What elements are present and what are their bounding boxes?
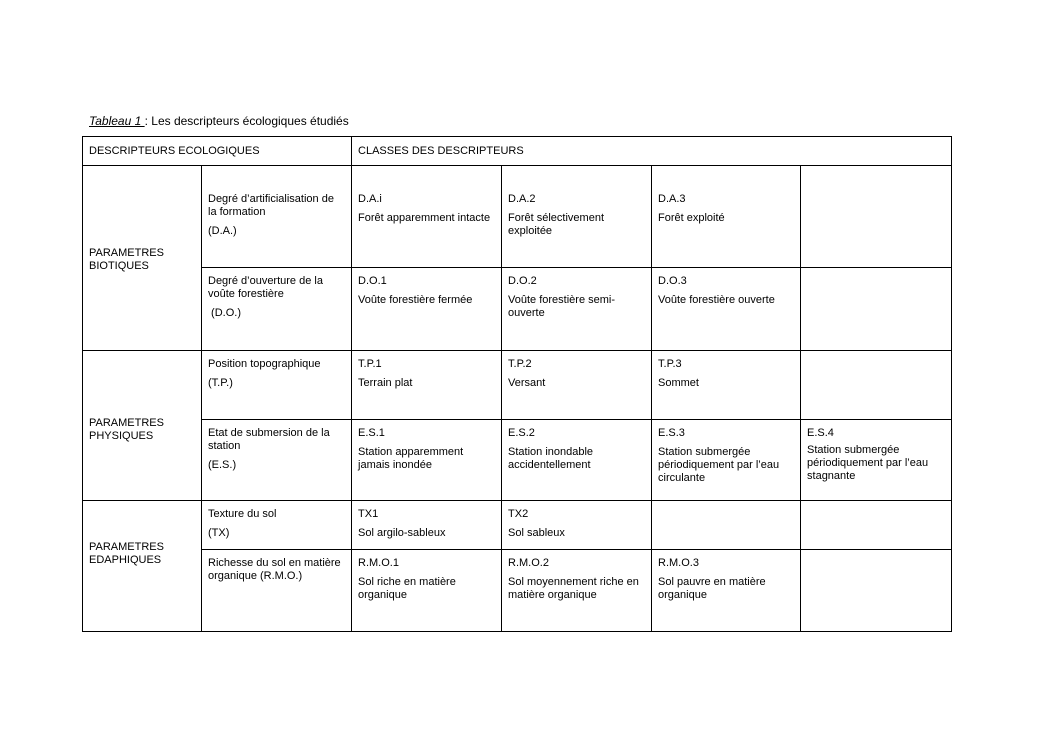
class-label: Voûte forestière ouverte [658,294,775,306]
descriptor-label: Position topographique [208,358,321,370]
descriptor-label: Degré d’ouverture de la voûte forestière [208,275,323,300]
caption-label: Tableau 1 [89,114,145,128]
class-label: Forêt sélectivement exploitée [508,212,604,237]
class-cell-empty [801,268,952,351]
group-physiques [83,351,202,501]
class-cell [352,550,502,632]
class-cell-empty [652,501,801,550]
table-row [83,501,952,550]
group-label: PARAMETRES PHYSIQUES [89,416,164,442]
class-code: E.S.3 [658,427,685,439]
descriptor-code: (D.O.) [208,307,241,319]
table-row [83,550,952,632]
class-cell [352,501,502,550]
class-label: Forêt apparemment intacte [358,212,491,224]
descriptor-tx [202,501,352,550]
group-edaphiques [83,501,202,632]
class-code: R.M.O.2 [508,557,549,569]
descriptor-code: (E.S.) [208,459,237,471]
class-label: Sol sableux [508,527,565,539]
class-cell [352,268,502,351]
class-code: R.M.O.3 [658,557,699,569]
class-code: D.O.2 [508,275,537,287]
header-descripteurs: DESCRIPTEURS ECOLOGIQUES [83,137,352,166]
class-code: D.A.2 [508,193,536,205]
group-label: PARAMETRES BIOTIQUES [89,246,164,272]
class-code: D.A.3 [658,193,686,205]
class-label: Sol argilo-sableux [358,527,446,539]
descriptor-rmo [202,550,352,632]
class-label: Sol pauvre en matière organique [658,576,766,601]
descriptor-code: (D.A.) [208,225,237,237]
class-cell [352,166,502,268]
table-caption [89,114,349,128]
class-cell [652,420,801,501]
class-code: E.S.4 [807,427,834,439]
class-cell [652,268,801,351]
class-cell [502,550,652,632]
class-code: D.O.3 [658,275,687,287]
class-label: Voûte forestière semi-ouverte [508,294,616,319]
class-label: Forêt exploité [658,212,725,224]
class-label: Sol riche en matière organique [358,576,456,601]
descriptor-label: Texture du sol [208,508,277,520]
class-cell [652,166,801,268]
table-row [83,268,952,351]
descriptor-da [202,166,352,268]
class-cell-empty [801,351,952,420]
descriptor-label: Etat de submersion de la station [208,427,330,452]
caption-text: : Les descripteurs écologiques étudiés [144,114,349,128]
class-cell [801,420,952,501]
class-code: D.A.i [358,193,382,205]
class-label: Versant [508,377,546,389]
descriptor-code: (T.P.) [208,377,233,389]
class-code: TX1 [358,508,379,520]
class-code: T.P.2 [508,358,532,370]
class-label: Terrain plat [358,377,413,389]
class-label: Station inondable accidentellement [508,446,594,471]
class-code: E.S.1 [358,427,385,439]
descriptors-table [82,136,952,632]
group-biotiques [83,166,202,351]
class-cell-empty [801,550,952,632]
class-label: Voûte forestière fermée [358,294,473,306]
descriptor-es [202,420,352,501]
class-cell [652,351,801,420]
class-label: Station apparemment jamais inondée [358,446,464,471]
class-code: TX2 [508,508,529,520]
class-code: R.M.O.1 [358,557,399,569]
class-cell [502,351,652,420]
class-code: E.S.2 [508,427,535,439]
class-label: Sol moyennement riche en matière organique [508,576,639,601]
class-label: Station submergée périodiquement par l’eau stagnante [807,444,929,482]
class-code: T.P.1 [358,358,382,370]
header-classes: CLASSES DES DESCRIPTEURS [352,137,952,166]
class-cell-empty [801,166,952,268]
descriptor-tp [202,351,352,420]
class-label: Sommet [658,377,699,389]
group-label: PARAMETRES EDAPHIQUES [89,541,164,566]
descriptor-label: Degré d’artificialisation de la formation [208,193,334,218]
class-cell-empty [801,501,952,550]
class-cell [502,501,652,550]
descriptor-label: Richesse du sol en matière organique (R.M.O.) [208,557,341,582]
class-code: T.P.3 [658,358,682,370]
class-cell [502,420,652,501]
class-cell [352,351,502,420]
descriptor-do [202,268,352,351]
table-row [83,351,952,420]
class-code: D.O.1 [358,275,387,287]
class-label: Station submergée périodiquement par l’eau circulante [658,446,780,484]
header-row [83,137,952,166]
table-row [83,166,952,268]
class-cell [352,420,502,501]
class-cell [652,550,801,632]
class-cell [502,268,652,351]
table-row [83,420,952,501]
descriptor-code: (TX) [208,527,230,539]
class-cell [502,166,652,268]
